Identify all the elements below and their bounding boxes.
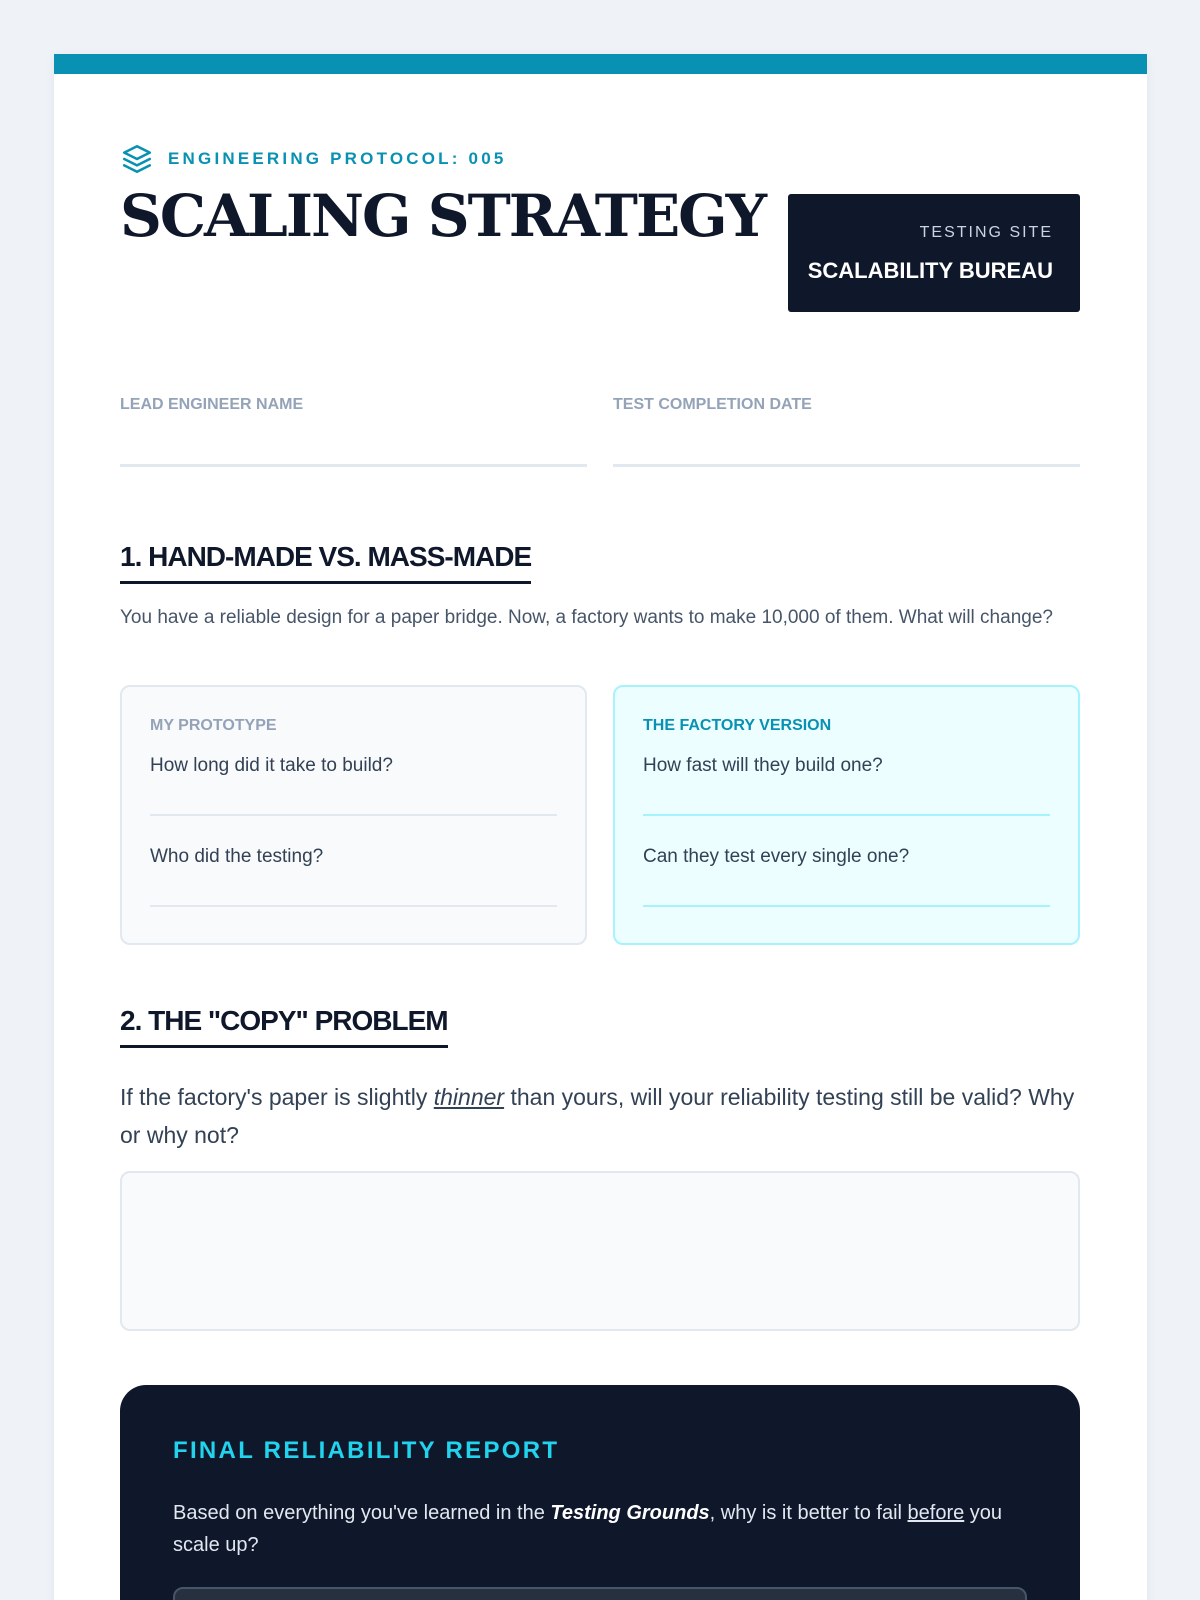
final-report-description: [173, 1497, 1003, 1561]
info-fields: [120, 396, 1080, 467]
section-2-description: [120, 1078, 1080, 1154]
lead-engineer-input-line[interactable]: [120, 464, 587, 467]
worksheet-header: [120, 74, 1080, 314]
top-accent-bar: [54, 54, 1147, 74]
testing-site-label: TESTING SITE: [919, 224, 1053, 241]
section-2-answer-box[interactable]: [120, 1171, 1080, 1331]
protocol-label: ENGINEERING PROTOCOL: 005: [168, 149, 507, 168]
report-desc-strong: Testing Grounds: [550, 1502, 710, 1524]
report-desc-underline: before: [907, 1502, 965, 1524]
lead-engineer-label: LEAD ENGINEER NAME: [120, 396, 304, 413]
factory-answer-2-line[interactable]: [643, 905, 1050, 907]
final-report-answer-box[interactable]: [173, 1587, 1027, 1600]
prototype-question-2: Who did the testing?: [150, 846, 324, 867]
report-desc-after: you scale up?: [173, 1502, 1003, 1556]
factory-card-label: THE FACTORY VERSION: [643, 717, 832, 734]
testing-site-badge: [788, 194, 1080, 312]
factory-card: [613, 685, 1080, 945]
worksheet-content: [120, 74, 1080, 1556]
testing-site-name: SCALABILITY BUREAU: [807, 258, 1053, 283]
prototype-card-label: MY PROTOTYPE: [150, 717, 277, 734]
report-desc-middle: , why is it better to fail: [709, 1502, 908, 1524]
final-report-panel: [120, 1385, 1080, 1600]
final-report-title: FINAL RELIABILITY REPORT: [173, 1437, 560, 1464]
prototype-answer-2-line[interactable]: [150, 905, 557, 907]
prototype-card: [120, 685, 587, 945]
completion-date-field: [613, 396, 1080, 467]
section-1-description: You have a reliable design for a paper bridge. Now, a factory wants to make 10,000 of them. What will change?: [120, 607, 1053, 628]
factory-question-1: How fast will they build one?: [643, 755, 883, 776]
protocol-row: [120, 142, 507, 176]
page-title: SCALING STRATEGY: [120, 182, 766, 250]
section-1-title: 1. HAND-MADE VS. MASS-MADE: [120, 541, 531, 584]
section-2-desc-before: If the factory's paper is slightly: [120, 1084, 434, 1110]
report-desc-before: Based on everything you've learned in the: [173, 1502, 551, 1524]
prototype-question-1: How long did it take to build?: [150, 755, 393, 776]
worksheet-page: [54, 54, 1147, 1600]
section-2-desc-after: than yours, will your reliability testing still be valid? Why or why not?: [120, 1084, 1075, 1148]
factory-answer-1-line[interactable]: [643, 814, 1050, 816]
completion-date-label: TEST COMPLETION DATE: [613, 396, 812, 413]
section-2-desc-emphasis: thinner: [433, 1084, 505, 1110]
lead-engineer-field: [120, 396, 587, 467]
comparison-cards: [120, 685, 1080, 945]
completion-date-input-line[interactable]: [613, 464, 1080, 467]
section-2-title: 2. THE "COPY" PROBLEM: [120, 1005, 448, 1048]
factory-question-2: Can they test every single one?: [643, 846, 910, 867]
layers-icon: [120, 142, 154, 176]
prototype-answer-1-line[interactable]: [150, 814, 557, 816]
